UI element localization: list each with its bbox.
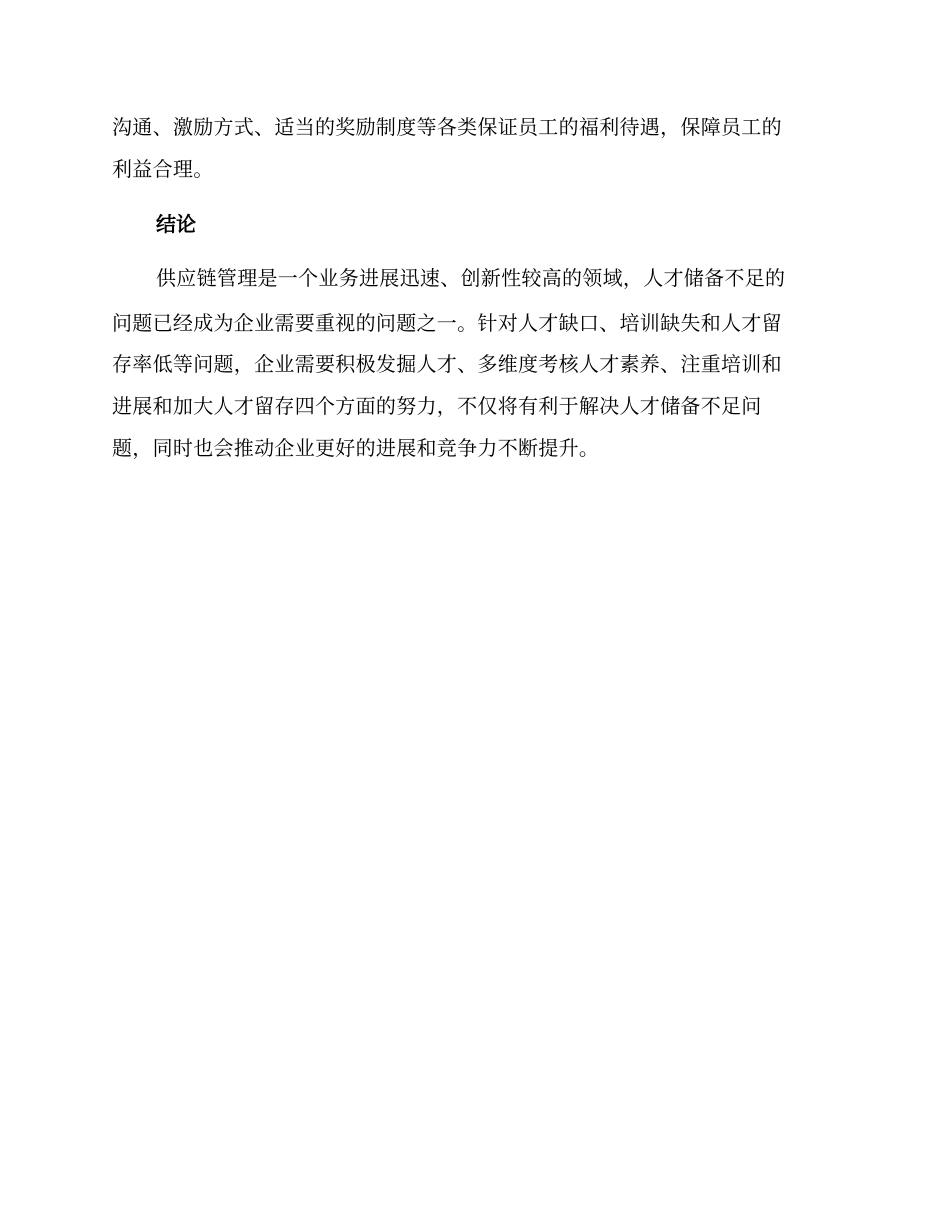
paragraph-line: 题，同时也会推动企业更好的进展和竞争力不断提升。 xyxy=(112,436,600,460)
paragraph-line: 供应链管理是一个业务进展迅速、创新性较高的领域，人才储备不足的 xyxy=(156,266,786,290)
section-heading-conclusion: 结论 xyxy=(156,212,196,236)
paragraph-line: 存率低等问题，企业需要积极发掘人才、多维度考核人才素养、注重培训和 xyxy=(112,352,782,376)
paragraph-line: 利益合理。 xyxy=(112,157,214,181)
paragraph-line: 问题已经成为企业需要重视的问题之一。针对人才缺口、培训缺失和人才留 xyxy=(112,311,782,335)
paragraph-line: 沟通、激励方式、适当的奖励制度等各类保证员工的福利待遇，保障员工的 xyxy=(112,115,782,139)
paragraph-line: 进展和加大人才留存四个方面的努力，不仅将有利于解决人才储备不足问 xyxy=(112,394,762,418)
